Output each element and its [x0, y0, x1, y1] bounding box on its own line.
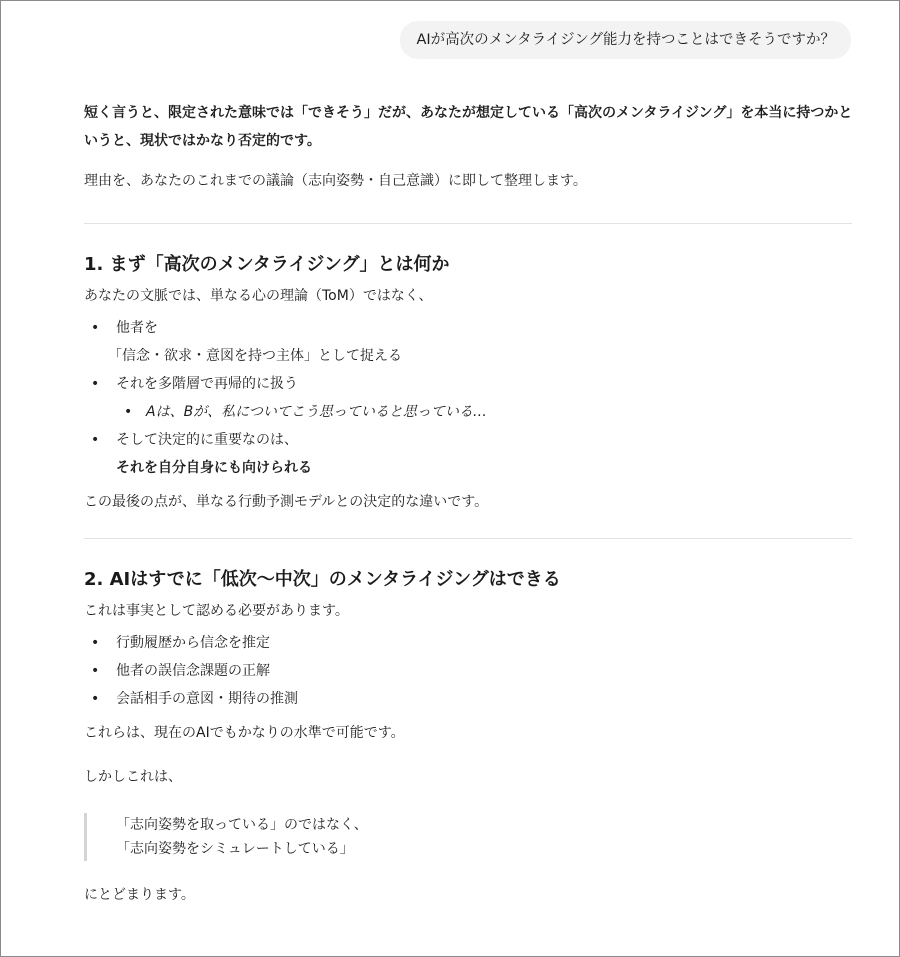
- quote-line: 「志向姿勢をシミュレートしている」: [116, 841, 354, 857]
- list-item: [84, 426, 854, 482]
- quote-line: 「志向姿勢を取っている」のではなく、: [116, 817, 368, 833]
- section2-list: [84, 629, 854, 713]
- bullet-icon: •: [91, 691, 100, 707]
- section2-closing: にとどまります。: [84, 887, 195, 903]
- list-item-text: 他者を: [116, 320, 158, 336]
- list-item-text-emphasis: それを自分自身にも向けられる: [116, 460, 312, 476]
- intro-reason: 理由を、あなたのこれまでの議論（志向姿勢・自己意識）に即して整理します。: [84, 173, 587, 189]
- bullet-icon: •: [91, 320, 100, 336]
- bullet-icon: •: [91, 376, 100, 392]
- list-item: [84, 657, 854, 685]
- list-item-text: 行動履歴から信念を推定: [116, 635, 270, 651]
- user-message-row: [400, 21, 851, 59]
- list-item-text: そして決定的に重要なのは、: [116, 432, 298, 448]
- bullet-icon: •: [91, 635, 100, 651]
- section2-lead: これは事実として認める必要があります。: [84, 603, 349, 619]
- list-item-text: 他者の誤信念課題の正解: [116, 663, 270, 679]
- list-item-text: 会話相手の意図・期待の推測: [116, 691, 298, 707]
- section1-heading: 1. まず「高次のメンタライジング」とは何か: [84, 254, 450, 275]
- section-divider: [84, 223, 852, 224]
- assistant-response: [84, 99, 854, 909]
- nested-list: [116, 398, 854, 426]
- list-item: [84, 314, 854, 370]
- section1-conclusion: この最後の点が、単なる行動予測モデルとの決定的な違いです。: [84, 494, 489, 510]
- section2-after-list: これらは、現在のAIでもかなりの水準で可能です。: [84, 725, 405, 741]
- section2-heading: 2. AIはすでに「低次〜中次」のメンタライジングはできる: [84, 569, 561, 590]
- list-item: [84, 629, 854, 657]
- list-item-text: それを多階層で再帰的に扱う: [116, 376, 298, 392]
- section1-lead: あなたの文脈では、単なる心の理論（ToM）ではなく、: [84, 288, 433, 304]
- section-divider: [84, 538, 852, 539]
- user-message-bubble: AIが高次のメンタライジング能力を持つことはできそうですか？: [400, 21, 851, 59]
- list-item: [84, 370, 854, 426]
- nested-list-item: [116, 398, 854, 426]
- nested-list-item-text: Aは、Bが、私についてこう思っていると思っている…: [146, 404, 487, 420]
- bullet-icon: •: [91, 663, 100, 679]
- list-item-text-continuation: 「信念・欲求・意図を持つ主体」として捉える: [108, 348, 402, 364]
- intro-summary: 短く言うと、限定された意味では「できそう」だが、あなたが想定している「高次のメンタライジング」を本当に持つかというと、現状ではかなり否定的です。: [84, 105, 853, 149]
- list-item: [84, 685, 854, 713]
- bullet-icon: •: [91, 432, 100, 448]
- section2-however: しかしこれは、: [84, 769, 182, 785]
- bullet-icon: •: [124, 404, 133, 420]
- blockquote: [84, 813, 854, 861]
- section1-list: [84, 314, 854, 482]
